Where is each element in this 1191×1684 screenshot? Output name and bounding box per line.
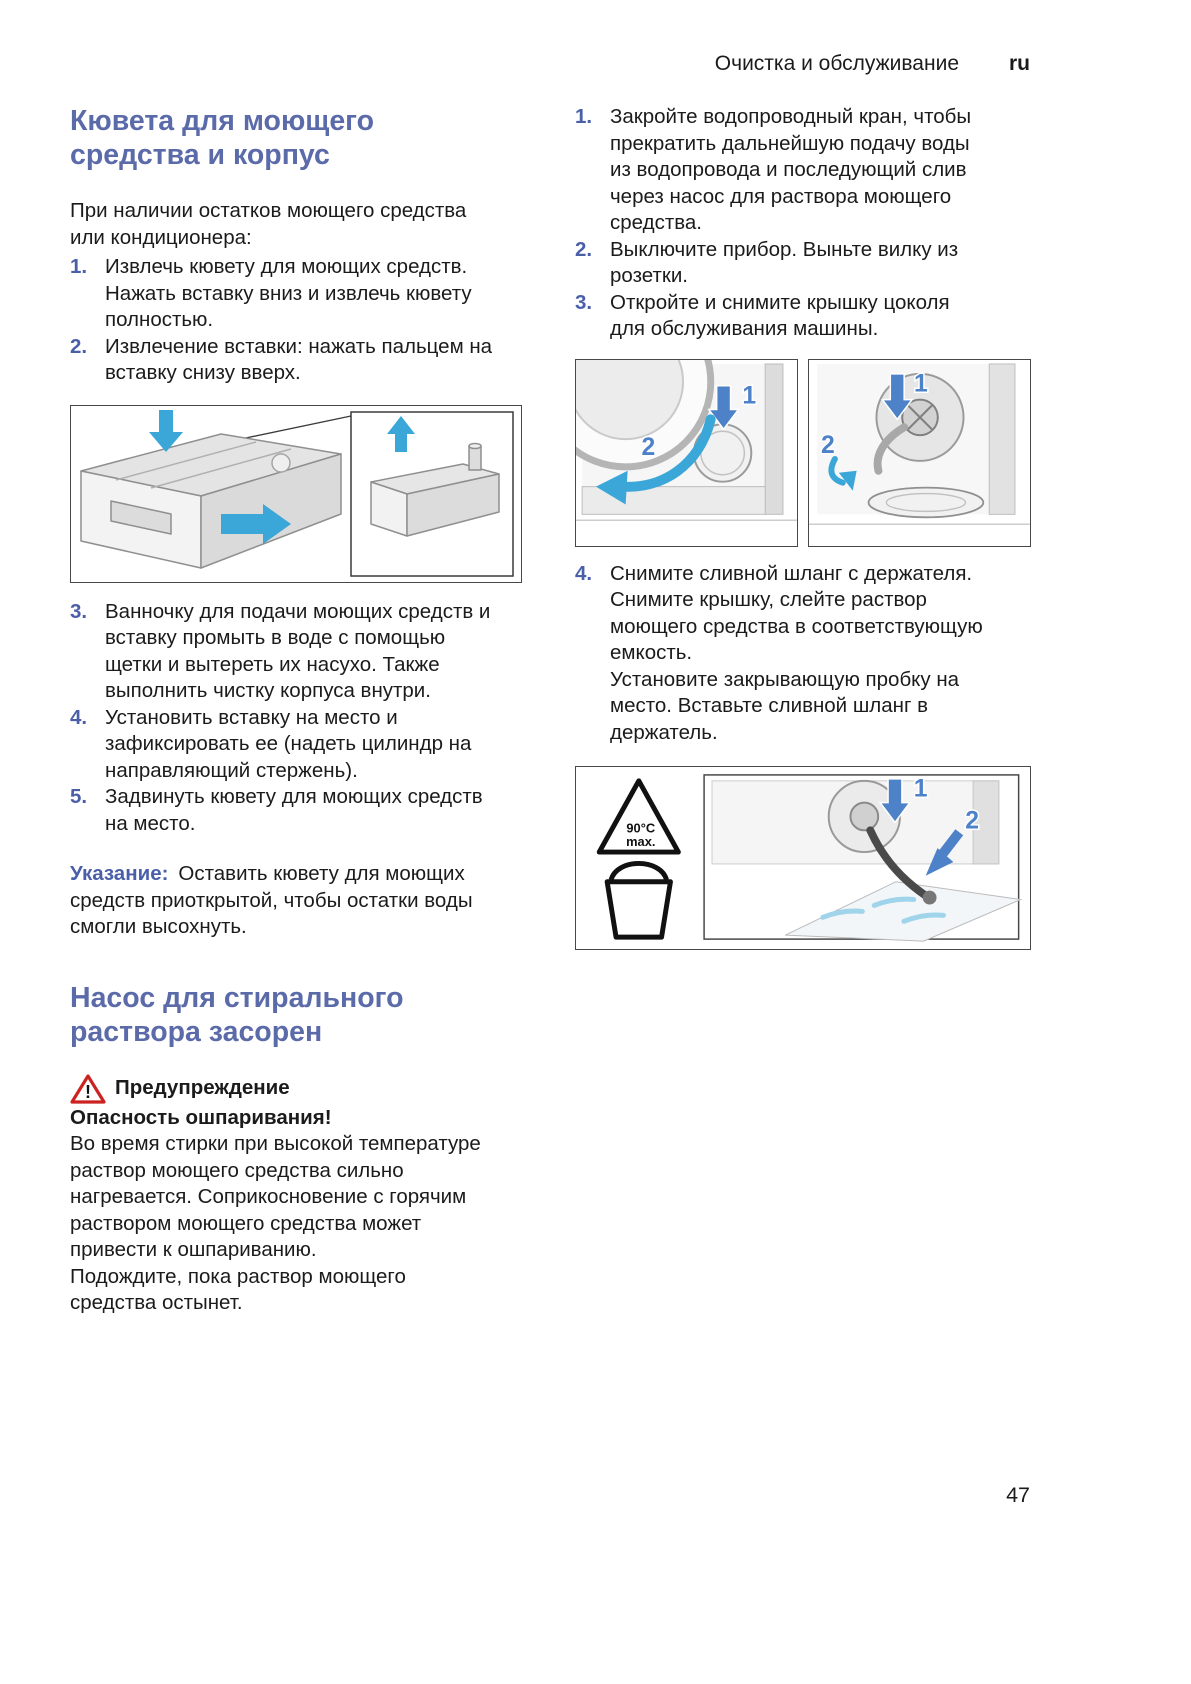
- list-item: [70, 599, 522, 705]
- step-text: Установить вставку на место и зафиксировать ее (надеть цилиндр на направляющий стержень).: [105, 705, 472, 782]
- list-item: [575, 104, 1031, 237]
- step-text: Откройте и снимите крышку цоколя для обслуживания машины.: [610, 290, 950, 340]
- step-text: Извлечь кювету для моющих средств. Нажать вставку вниз и извлечь кювету полностью.: [105, 255, 472, 331]
- note-text: Оставить кювету для моющих средств приоткрытой, чтобы остатки воды смогли высохнуть.: [70, 862, 473, 938]
- step-text: Выключите прибор. Выньте вилку из розетки.: [610, 237, 959, 287]
- step-number: 3.: [70, 599, 88, 623]
- intro-paragraph: При наличии остатков моющего средства или кондиционера:: [70, 199, 467, 249]
- step-number: 4.: [575, 561, 593, 585]
- temperature-label: 90°C: [626, 820, 656, 836]
- step-text: Извлечение вставки: нажать пальцем на вставку снизу вверх.: [105, 334, 493, 384]
- step-text: Ванночку для подачи моющих средств и вставку промыть в воде с помощью щетки и вытереть их насухо. Также выполнить чистку корпуса внутри.: [105, 599, 491, 702]
- warning-header: [70, 1073, 522, 1105]
- figure-step-number: 2: [821, 431, 835, 459]
- temperature-warning-icon: [599, 781, 678, 852]
- step-number: 2.: [575, 237, 593, 261]
- section-heading-detergent-drawer: Кювета для моющего средства и корпус: [70, 105, 375, 171]
- list-item: [575, 561, 1031, 747]
- svg-text:!: !: [85, 1081, 91, 1102]
- step-number: 1.: [575, 105, 593, 128]
- warning-paragraph: Подождите, пока раствор моющего средства остынет.: [70, 1264, 406, 1314]
- warning-title: Предупреждение: [115, 1076, 290, 1100]
- base-cover-figures: [575, 359, 1031, 547]
- list-item: [70, 254, 522, 334]
- steps-list-2: [70, 599, 522, 838]
- step-text-line: Снимите сливной шланг с держателя.: [610, 561, 973, 585]
- step-number: 2.: [70, 334, 88, 358]
- step-number: 4.: [70, 705, 88, 729]
- steps-list-1: [70, 254, 522, 387]
- warning-paragraph: Во время стирки при высокой температуре раствор моющего средства сильно нагревается. Соприкосновение с горячим раствором моющего средства может привести к ошпариванию.: [70, 1132, 481, 1261]
- language-code: ru: [1009, 52, 1030, 75]
- remove-base-cover-illustration: [809, 360, 1030, 546]
- drain-hose-figure: [575, 766, 1031, 950]
- list-item: [70, 334, 522, 387]
- detergent-drawer-illustration: [71, 406, 521, 582]
- left-column: [70, 104, 522, 1317]
- warning-icon: [70, 1073, 106, 1105]
- right-column: [575, 104, 1031, 950]
- open-base-cover-figure: [575, 359, 798, 547]
- step-text-line: Снимите крышку, слейте раствор моющего средства в соответствующую емкость.: [610, 588, 983, 664]
- section-heading-pump-blocked: Насос для стирального раствора засорен: [70, 981, 404, 1048]
- drain-hose-illustration: [576, 767, 1030, 949]
- step-number: 5.: [70, 785, 88, 808]
- note-paragraph: [70, 861, 492, 941]
- open-base-cover-illustration: [576, 360, 797, 546]
- list-item: [70, 705, 522, 785]
- header-title: Очистка и обслуживание: [714, 52, 959, 75]
- detergent-drawer-figure: [70, 405, 522, 583]
- step-text: Закройте водопроводный кран, чтобы прекратить дальнейшую подачу воды из водопровода и последующий слив через насос для раствора моющего средства.: [610, 105, 972, 234]
- figure-step-number: 1: [914, 370, 928, 398]
- figure-step-number: 1: [742, 382, 757, 410]
- step-number: 3.: [575, 290, 593, 314]
- page-number: 47: [1006, 1483, 1030, 1507]
- step-text-line: Установите закрывающую пробку на место. Вставьте сливной шланг в держатель.: [610, 667, 960, 744]
- list-item: [575, 290, 1031, 343]
- step-text: [610, 561, 985, 747]
- list-item: [70, 784, 522, 837]
- step-number: 1.: [70, 255, 88, 278]
- figure-step-number: 2: [965, 807, 979, 835]
- steps-list-3: [575, 104, 1031, 343]
- warning-subtitle: Опасность ошпаривания!: [70, 1105, 332, 1129]
- figure-step-number: 2: [641, 433, 656, 461]
- page-header: [715, 52, 1030, 76]
- bucket-icon: [607, 863, 670, 937]
- step-text: Задвинуть кювету для моющих средств на место.: [105, 785, 483, 835]
- temperature-max-label: max.: [626, 834, 656, 850]
- list-item: [575, 237, 1031, 290]
- figure-step-number: 1: [913, 775, 928, 803]
- note-label: Указание:: [70, 862, 169, 885]
- remove-base-cover-figure: [808, 359, 1031, 547]
